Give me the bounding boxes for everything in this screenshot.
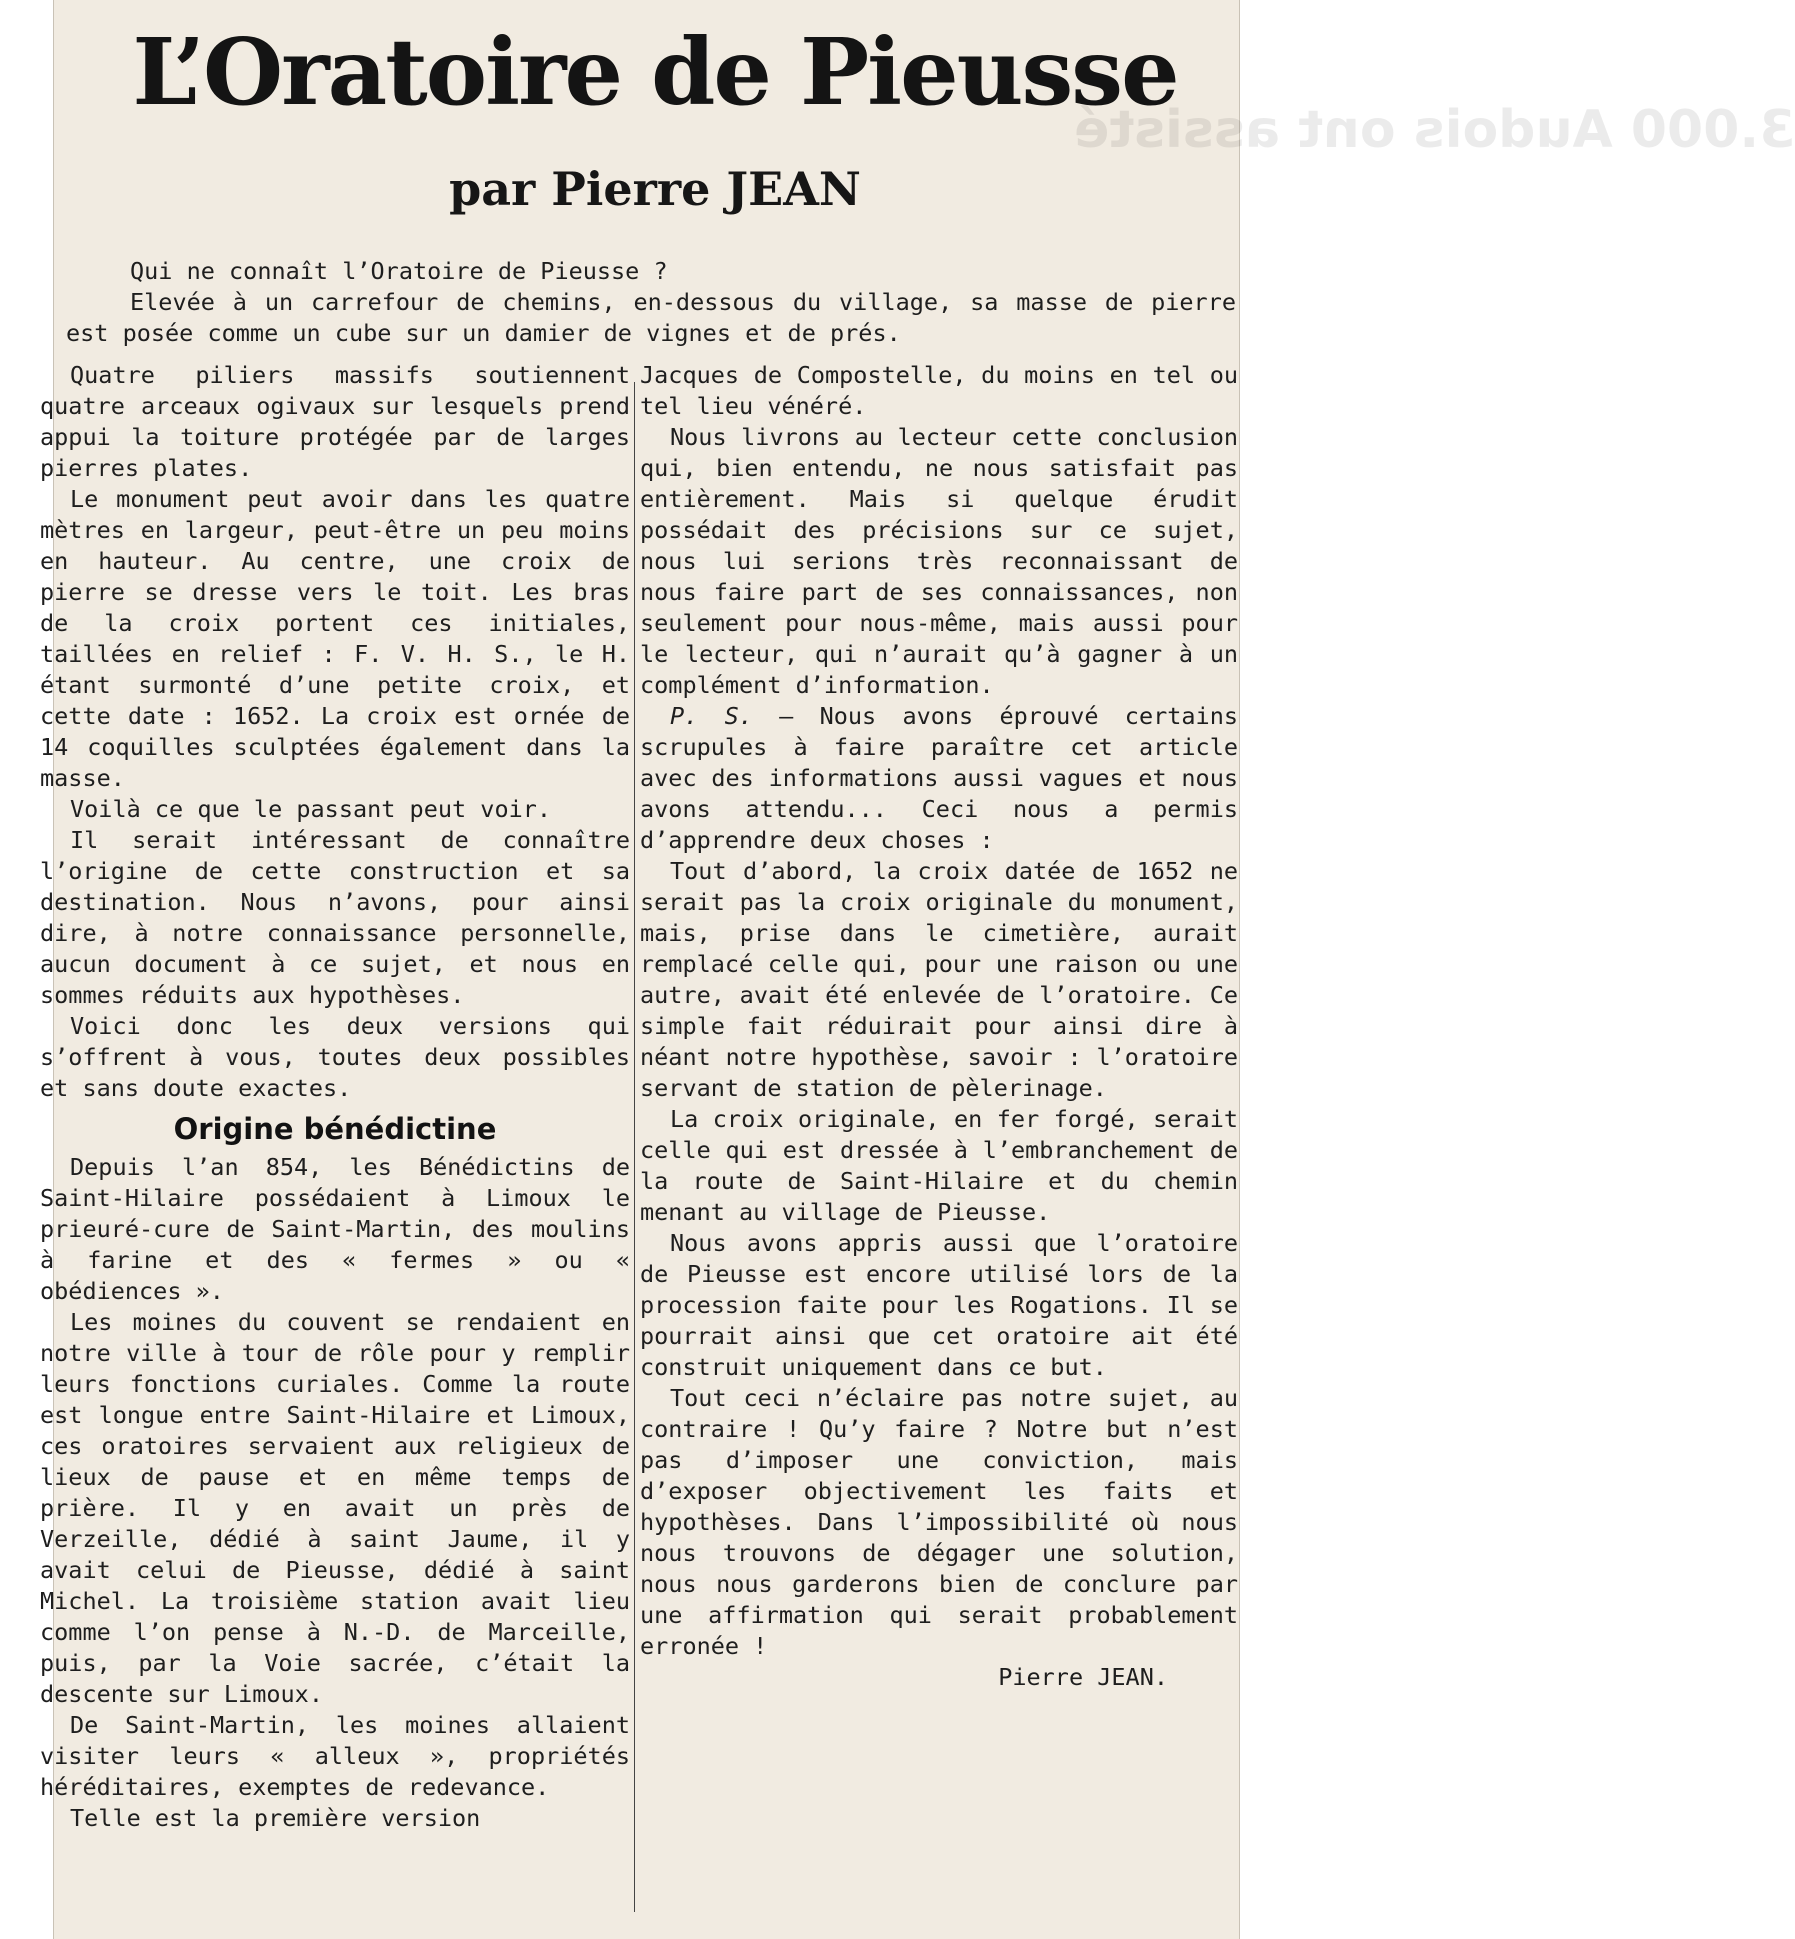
lede-paragraph: Elevée à un carrefour de chemins, en-dessous du village, sa masse de pierre est posée comme un cube sur un damier de vignes et de prés. [66, 288, 1236, 347]
right-column [640, 360, 1238, 1693]
body-paragraph: Le monument peut avoir dans les quatre mètres en largeur, peut-être un peu moins en hauteur. Au centre, une croix de pierre se dresse vers le toit. Les bras de la croix portent ces initiales, taillées en relief : F. V. H. S., le H. étant surmonté d’une petite croix, et cette date : 1652. La croix est ornée de 14 coquilles sculptées également dans la masse. [40, 485, 630, 792]
body-paragraph: Voilà ce que le passant peut voir. [70, 795, 552, 823]
body-paragraph: Nous livrons au lecteur cette conclusion qui, bien entendu, ne nous satisfait pas entièrement. Mais si quelque érudit possédait des précisions sur ce sujet, nous lui serions très reconnaissant de nous faire part de ses connaissances, non seulement pour nous-même, mais aussi pour le lecteur, qui n’aurait qu’à gagner à un complément d’information. [640, 423, 1238, 699]
postscript-paragraph [640, 701, 1238, 856]
body-paragraph: Jacques de Compostelle, du moins en tel ou tel lieu vénéré. [640, 361, 1238, 420]
section-subheading: Origine bénédictine [173, 1112, 497, 1146]
body-paragraph: De Saint-Martin, les moines allaient visiter leurs « alleux », propriétés héréditaires, exemptes de redevance. [40, 1711, 630, 1801]
body-paragraph: Il serait intéressant de connaître l’origine de cette construction et sa destination. Nous n’avons, pour ainsi dire, à notre connaissance personnelle, aucun document à ce sujet, et nous en sommes réduits aux hypothèses. [40, 826, 630, 1009]
article-lede [66, 256, 1236, 349]
column-rule [634, 382, 635, 1912]
body-paragraph: Nous avons appris aussi que l’oratoire de Pieusse est encore utilisé lors de la procession faite pour les Rogations. Il se pourrait ainsi que cet oratoire ait été construit uniquement dans ce but. [640, 1229, 1238, 1381]
article-byline: par Pierre JEAN [449, 162, 861, 216]
postscript-text: — Nous avons éprouvé certains scrupules à faire paraître cet article avec des informations aussi vagues et nous avons attendu... Ceci nous a permis d’apprendre deux choses : [640, 702, 1238, 854]
author-signature: Pierre JEAN. [998, 1663, 1168, 1691]
body-paragraph: Voici donc les deux versions qui s’offrent à vous, toutes deux possibles et sans doute exactes. [40, 1012, 630, 1102]
body-paragraph: Depuis l’an 854, les Bénédictins de Saint-Hilaire possédaient à Limoux le prieuré-cure de Saint-Martin, des moulins à farine et des « fermes » ou « obédiences ». [40, 1153, 630, 1305]
lede-paragraph: Qui ne connaît l’Oratoire de Pieusse ? [130, 257, 668, 285]
postscript-label: P. S. [670, 702, 753, 730]
body-paragraph: Tout ceci n’éclaire pas notre sujet, au contraire ! Qu’y faire ? Notre but n’est pas d’imposer une conviction, mais d’exposer objectivement les faits et hypothèses. Dans l’impossibilité où nous nous trouvons de dégager une solution, nous nous garderons bien de conclure par une affirmation qui serait probablement erronée ! [640, 1384, 1238, 1660]
left-column [40, 360, 630, 1939]
article-title: L’Oratoire de Pieusse [132, 18, 1178, 126]
body-paragraph: Tout d’abord, la croix datée de 1652 ne serait pas la croix originale du monument, mais, prise dans le cimetière, aurait remplacé celle qui, pour une raison ou une autre, avait été enlevée de l’oratoire. Ce simple fait réduirait pour ainsi dire à néant notre hypothèse, savoir : l’oratoire servant de station de pèlerinage. [640, 857, 1238, 1102]
show-through-text: 3.000 Audois ont assisté [1074, 100, 1795, 160]
body-paragraph: Les moines du couvent se rendaient en notre ville à tour de rôle pour y remplir leurs fonctions curiales. Comme la route est longue entre Saint-Hilaire et Limoux, ces oratoires servaient aux religieux de lieux de pause et en même temps de prière. Il y en avait un près de Verzeille, dédié à saint Jaume, il y avait celui de Pieusse, dédié à saint Michel. La troisième station avait lieu comme l’on pense à N.-D. de Marceille, puis, par la Voie sacrée, c’était la descente sur Limoux. [40, 1308, 630, 1708]
body-paragraph: Telle est la première version [70, 1804, 481, 1832]
body-paragraph: Quatre piliers massifs soutiennent quatre arceaux ogivaux sur lesquels prend appui la toiture protégée par de larges pierres plates. [40, 361, 630, 482]
body-paragraph: La croix originale, en fer forgé, serait celle qui est dressée à l’embranchement de la route de Saint-Hilaire et du chemin menant au village de Pieusse. [640, 1105, 1238, 1226]
